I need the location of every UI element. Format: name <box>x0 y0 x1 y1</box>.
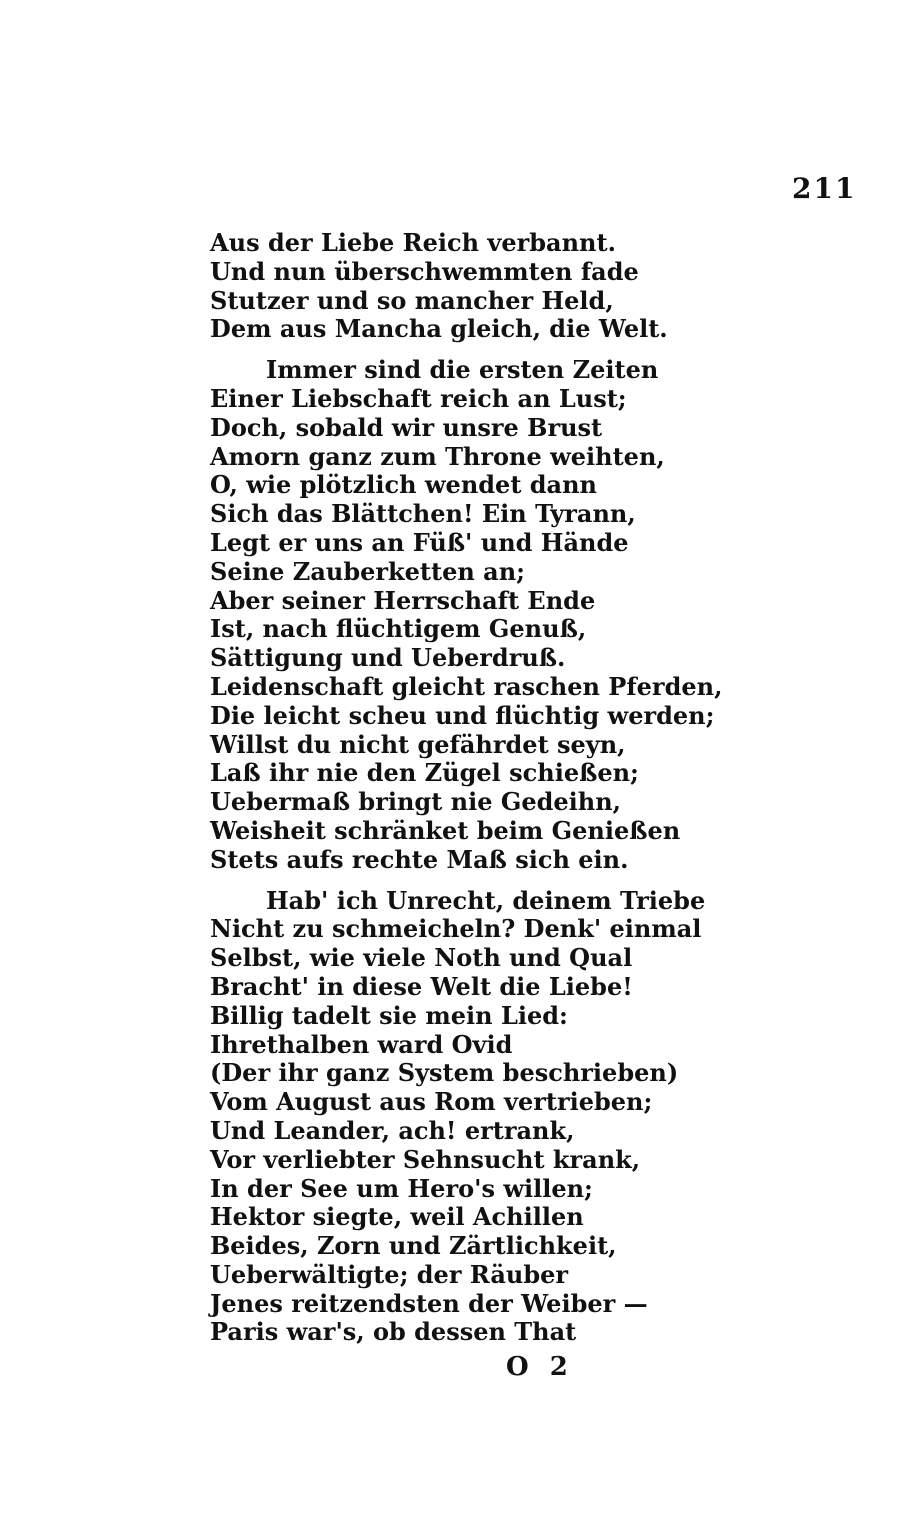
verse-line: (Der ihr ganz System beschrieben) <box>210 1058 679 1088</box>
verse-line: Ueberwältigte; der Räuber <box>210 1259 569 1289</box>
verse-line: Leidenschaft gleicht raschen Pferden, <box>210 671 723 701</box>
verse-line: O, wie plötzlich wendet dann <box>210 470 597 500</box>
verse-line: Willst du nicht gefährdet seyn, <box>210 729 626 759</box>
verse-line: Und Leander, ach! ertrank, <box>210 1115 575 1145</box>
verse-line: Dem aus Mancha gleich, die Welt. <box>210 314 668 344</box>
verse-line: Sättigung und Ueberdruß. <box>210 643 566 673</box>
verse-line: Stets aufs rechte Maß sich ein. <box>210 844 629 874</box>
verse-line: Amorn ganz zum Throne weihten, <box>210 441 665 471</box>
verse-line: Immer sind die ersten Zeiten <box>266 355 659 385</box>
signature-mark: O 2 <box>506 1352 574 1382</box>
verse-line: Selbst, wie viele Noth und Qual <box>210 943 633 973</box>
verse-line: Uebermaß bringt nie Gedeihn, <box>210 787 622 817</box>
verse-line: Weisheit schränket beim Genießen <box>210 815 681 845</box>
verse-line: Laß ihr nie den Zügel schießen; <box>210 758 639 788</box>
verse-line: Vom August aus Rom vertrieben; <box>210 1087 653 1117</box>
verse-line: Ist, nach flüchtigem Genuß, <box>210 614 587 644</box>
verse-line: Jenes reitzendsten der Weiber — <box>210 1288 648 1318</box>
poem-text <box>210 228 723 1347</box>
stanza-1 <box>210 229 670 344</box>
verse-line: Legt er uns an Füß' und Hände <box>210 527 629 557</box>
verse-line: Hab' ich Unrecht, deinem Triebe <box>266 885 706 915</box>
verse-line: Stutzer und so mancher Held, <box>210 285 614 315</box>
stanza-3 <box>210 885 706 1348</box>
verse-line: Hektor siegte, weil Achillen <box>210 1202 584 1232</box>
verse-line: Nicht zu schmeicheln? Denk' einmal <box>210 914 702 944</box>
verse-line: In der See um Hero's willen; <box>210 1173 593 1203</box>
verse-line: Doch, sobald wir unsre Brust <box>210 412 603 442</box>
verse-line: Aber seiner Herrschaft Ende <box>210 585 596 615</box>
verse-line: Die leicht scheu und flüchtig werden; <box>210 700 715 730</box>
verse-line: Bracht' in diese Welt die Liebe! <box>210 971 633 1001</box>
verse-line: Sich das Blättchen! Ein Tyrann, <box>210 499 636 529</box>
verse-line: Und nun überschwemmten fade <box>210 256 639 286</box>
verse-line: Einer Liebschaft reich an Lust; <box>210 383 627 413</box>
verse-line: Vor verliebter Sehnsucht krank, <box>210 1144 641 1174</box>
verse-line: Ihrethalben ward Ovid <box>210 1029 513 1059</box>
verse-line: Aus der Liebe Reich verbannt. <box>210 228 616 257</box>
verse-line: Beides, Zorn und Zärtlichkeit, <box>210 1231 617 1261</box>
verse-line: Seine Zauberketten an; <box>210 556 526 586</box>
page-number: 211 <box>792 172 857 205</box>
verse-line: Billig tadelt sie mein Lied: <box>210 1000 568 1030</box>
stanza-2 <box>210 355 723 874</box>
verse-line: Paris war's, ob dessen That <box>210 1317 577 1347</box>
